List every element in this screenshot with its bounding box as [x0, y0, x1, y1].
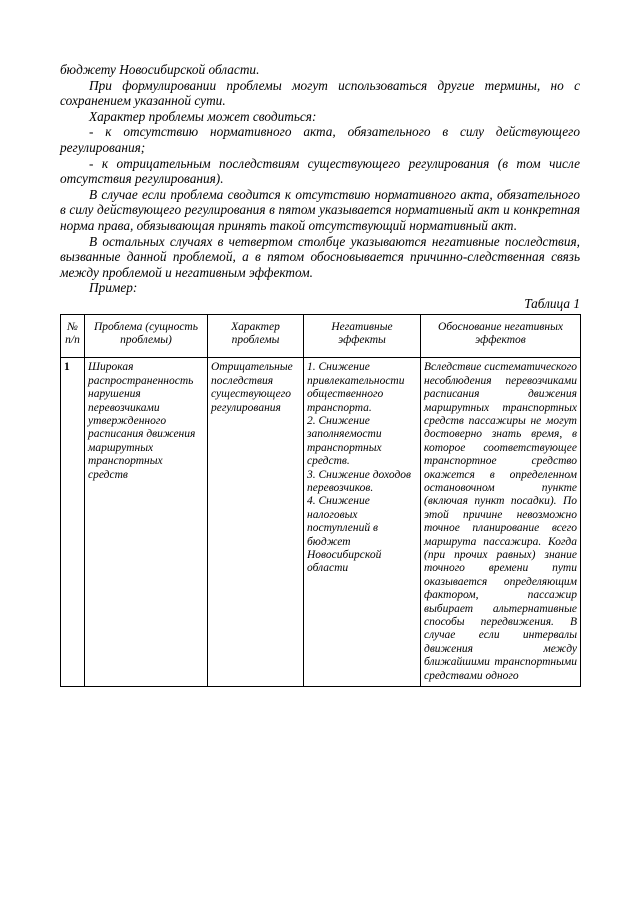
cell-problem-text: Широкая распространенность нарушения перевозчиками утвержденного расписания движения маршрутных транспортных средств	[88, 361, 196, 481]
paragraph-1: бюджету Новосибирской области.	[60, 62, 260, 77]
cell-number: 1	[61, 358, 85, 687]
paragraph-5: - к отрицательным последствиям существующего регулирования (в том числе отсутствия регулирования).	[60, 155, 580, 187]
header-number: № п/п	[61, 314, 85, 358]
example-table	[60, 314, 581, 688]
paragraph-4: - к отсутствию нормативного акта, обязательного в силу действующего регулирования;	[60, 124, 580, 155]
paragraph-8: Пример:	[89, 280, 138, 296]
cell-effects	[304, 358, 421, 687]
cell-character	[208, 358, 304, 687]
table-row	[61, 358, 581, 687]
paragraph-6: В случае если проблема сводится к отсутствию нормативного акта, обязательного в силу действующего регулирования в пятом указывается нормативный акт и конкретная норма права, обязывающая принять такой отсутствующий нормативный акт.	[60, 186, 580, 233]
paragraph-2: При формулировании проблемы могут использоваться другие термины, но с сохранением указанной сути.	[60, 77, 580, 109]
cell-problem	[85, 358, 208, 687]
table-caption: Таблица 1	[524, 295, 580, 311]
header-character: Характер проблемы	[208, 314, 304, 358]
header-effects: Негативные эффекты	[304, 314, 421, 358]
cell-effects-text: 1. Снижение привлекательности общественного транспорта. 2. Снижение заполняемости транспортных средств. 3. Снижение доходов перевозчиков. 4. Снижение налоговых поступлений в бюджет Новосибирской области	[307, 361, 412, 575]
header-justification: Обоснование негативных эффектов	[421, 314, 581, 358]
header-problem: Проблема (сущность проблемы)	[85, 314, 208, 358]
cell-justification-text: Вследствие систематического несоблюдения перевозчиками расписания движения маршрутных транспортных средств пассажиры не могут достоверно знать время, в которое соответствующее транспортное средство окажется в определенном остановочном пункте (включая пункт посадки). По этой причине невозможно точное планирование всего маршрута пассажира. Когда (при прочих равных) знание точного времени пути оказывается определяющим фактором, пассажир выбирает альтернативные способы передвижения. В случае если интервалы движения между ближайшими транспортными средствами одного	[424, 361, 577, 682]
document-page	[60, 62, 580, 687]
table-header-row	[61, 314, 581, 358]
paragraph-3: Характер проблемы может сводиться:	[89, 108, 317, 124]
paragraph-7: В остальных случаях в четвертом столбце указываются негативные последствия, вызванные данной проблемой, а в пятом обосновывается причинно-следственная связь между проблемой и негативным эффектом.	[60, 233, 580, 280]
cell-justification	[421, 358, 581, 687]
cell-character-text: Отрицательные последствия существующего регулирования	[211, 361, 293, 414]
